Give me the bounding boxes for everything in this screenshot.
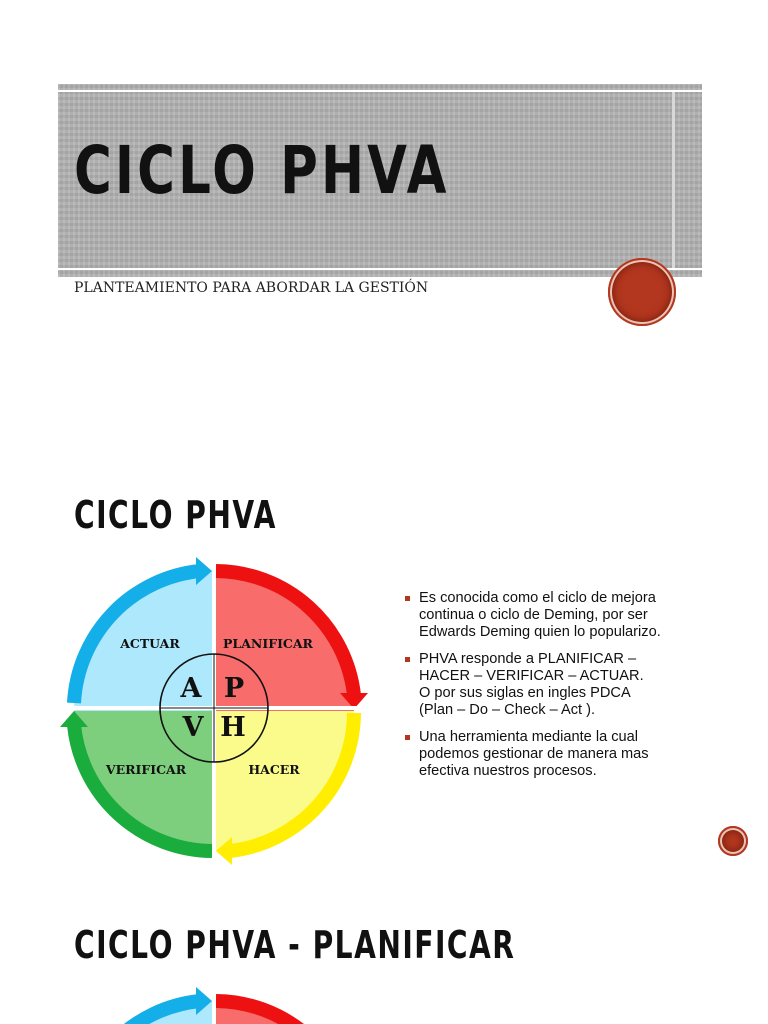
bullet-marker [405,735,410,740]
decorative-circle-large [608,258,676,326]
label-hacer: HACER [248,762,300,777]
label-actuar: ACTUAR [120,636,180,651]
letter-v: V [182,712,204,743]
bullet-list [405,590,715,790]
slide-2-title: CICLO PHVA [74,493,277,537]
slide-1 [0,0,768,420]
bullet-item: Es conocida como el ciclo de mejora continua o ciclo de Deming, por ser Edwards Deming quien lo popularizo. [405,590,715,641]
banner-bottom-line [58,268,702,270]
phva-cycle-diagram [58,555,370,867]
decorative-circle-small [718,826,748,856]
slide-3-diagram-clip [58,985,370,1024]
letter-h: H [220,712,246,743]
slide-3-title: CICLO PHVA - PLANIFICAR [74,923,516,967]
phva-cycle-diagram-partial [58,985,370,1024]
slide-1-subtitle: PLANTEAMIENTO PARA ABORDAR LA GESTIÓN [74,280,429,296]
bullet-marker [405,596,410,601]
banner-right-stripe [672,92,675,268]
label-planificar: PLANIFICAR [223,636,313,651]
bullet-item: Una herramienta mediante la cual podemos gestionar de manera mas efectiva nuestros procesos. [405,729,715,780]
bullet-marker [405,657,410,662]
slide-1-title: CICLO PHVA [74,132,450,209]
letter-a: A [180,673,202,704]
label-verificar: VERIFICAR [105,762,187,777]
banner-top-line [58,90,702,92]
bullet-item: PHVA responde a PLANIFICAR – HACER – VERIFICAR – ACTUAR. O por sus siglas en ingles PDCA (Plan – Do – Check – Act ). [405,651,715,719]
letter-p: P [223,673,245,704]
